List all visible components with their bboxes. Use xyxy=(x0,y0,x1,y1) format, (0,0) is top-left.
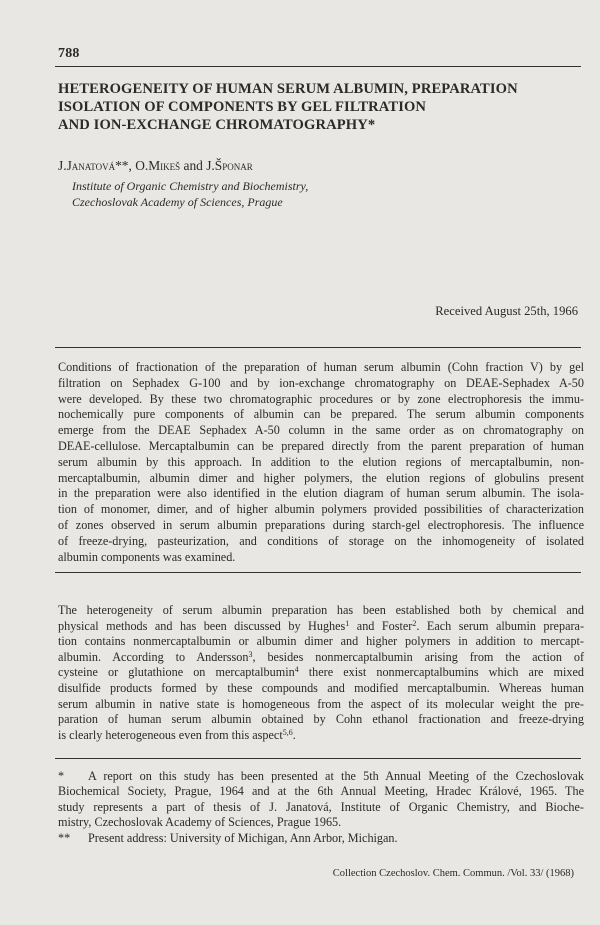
abstract-line: of zones observed in serum albumin preparations during starch-gel electrophoresis. The influence xyxy=(58,517,584,532)
citation-ref: 3 xyxy=(248,649,253,659)
intro-line: is clearly heterogeneous even from this aspect$^{5,6}$. xyxy=(58,727,296,742)
abstract-line: mercaptalbumin, albumin dimer and higher polymers, the elution regions of globulins present xyxy=(58,470,584,485)
citation-ref: 1 xyxy=(345,618,350,628)
footnotes xyxy=(58,769,584,846)
title-line: AND ION-EXCHANGE CHROMATOGRAPHY* xyxy=(58,117,376,133)
intro-line: physical methods and has been discussed by Hughes$^1$ and Foster$^2$. Each serum albumin prepara- xyxy=(58,618,584,633)
author-conjunction: and xyxy=(183,158,203,173)
abstract-line: of freeze-drying, pasteurization, and conditions of storage on the inhomogeneity of isolated xyxy=(58,533,584,548)
abstract-line: emerge from the DEAE Sephadex A-50 column in the same order as on chromatography on xyxy=(58,423,584,438)
footnote-mark: * xyxy=(58,769,65,783)
abstract xyxy=(58,360,584,565)
citation-ref: 4 xyxy=(294,665,299,675)
abstract-line: in the preparation were also identified in the elution diagram of human serum albumin. The isola- xyxy=(58,486,584,501)
footnote-line: study represents a part of thesis of J. Janatová, Institute of Organic Chemistry, and Bioche- xyxy=(58,799,584,814)
footnote-rule xyxy=(55,758,581,759)
affiliation xyxy=(72,178,308,210)
footnote-1: * A report on this study has been presented at the 5th Annual Meeting of the Czechoslovak xyxy=(58,769,584,783)
abstract-line: filtration on Sephadex G-100 and by ion-exchange chromatography on DEAE-Sephadex A-50 xyxy=(58,375,584,390)
abstract-bottom-rule xyxy=(55,572,581,573)
affiliation-line: Institute of Organic Chemistry and Biochemistry, xyxy=(72,179,309,193)
footnote-mark: ** xyxy=(58,830,71,845)
author-list: J.Janatová**, O.Mikeš and J.Šponar xyxy=(58,158,253,173)
author-1: J.Janatová** xyxy=(58,158,129,173)
affiliation-line: Czechoslovak Academy of Sciences, Prague xyxy=(72,195,283,209)
article-title xyxy=(58,80,578,134)
journal-footer: Collection Czechoslov. Chem. Commun. /Vol. 33/ (1968) xyxy=(332,868,574,879)
page-number: 788 xyxy=(58,46,80,61)
intro-line: paration of human serum albumin obtained by Cohn ethanol fractionation and freeze-drying xyxy=(58,712,584,727)
footnote-line: Biochemical Society, Prague, 1964 and at the 6th Annual Meeting, Hradec Králové, 1965. The xyxy=(58,784,584,799)
abstract-line: tion of monomer, dimer, and of higher albumin polymers provided possibilities of characterization xyxy=(58,502,584,517)
header-rule xyxy=(55,66,581,67)
footnote-line: mistry, Czechoslovak Academy of Sciences, Prague 1965. xyxy=(58,815,342,830)
intro-line: disulfide products formed by these compounds and modified mercaptalbumin. Whereas human xyxy=(58,680,584,695)
received-date: Received August 25th, 1966 xyxy=(435,304,578,318)
introduction-paragraph xyxy=(58,603,584,743)
intro-line: albumin. According to Andersson$^3$, besides nonmercaptalbumin arising from the action of xyxy=(58,649,584,664)
abstract-line: were developed. By these two chromatographic procedures or by zone electrophoresis the immu- xyxy=(58,391,584,406)
abstract-line: nochemically pure components of albumin can be prepared. The serum albumin components xyxy=(58,407,584,422)
intro-line: cysteine or glutathione on mercaptalbumin$^4$ there exist nonmercaptalbumins which are mixed xyxy=(58,665,584,680)
abstract-line: serum albumin by this approach. In addition to the elution regions of mercaptalbumin, non- xyxy=(58,454,584,469)
intro-line: The heterogeneity of serum albumin preparation has been established both by chemical and xyxy=(58,603,584,617)
author-2: O.Mikeš xyxy=(135,158,181,173)
abstract-line: Conditions of fractionation of the preparation of human serum albumin (Cohn fraction V) by gel xyxy=(58,360,584,374)
abstract-line: albumin components was examined. xyxy=(58,549,236,564)
footnote-2: ** Present address: University of Michigan, Ann Arbor, Michigan. xyxy=(58,830,398,845)
citation-ref: 5,6 xyxy=(282,727,293,737)
citation-ref: 2 xyxy=(412,618,417,628)
abstract-line: DEAE-cellulose. Mercaptalbumin can be prepared directly from the parent preparation of human xyxy=(58,438,584,453)
abstract-top-rule xyxy=(55,347,581,348)
author-3: J.Šponar xyxy=(206,158,253,173)
intro-line: tion contains nonmercaptalbumin or albumin dimer and higher polymers in addition to mercapt- xyxy=(58,634,584,649)
intro-line: serum albumin in native state is homogeneous from the aspect of its molecular weight the pre- xyxy=(58,696,584,711)
title-line: HETEROGENEITY OF HUMAN SERUM ALBUMIN, PREPARATION xyxy=(58,81,518,97)
title-line: ISOLATION OF COMPONENTS BY GEL FILTRATION xyxy=(58,99,427,115)
